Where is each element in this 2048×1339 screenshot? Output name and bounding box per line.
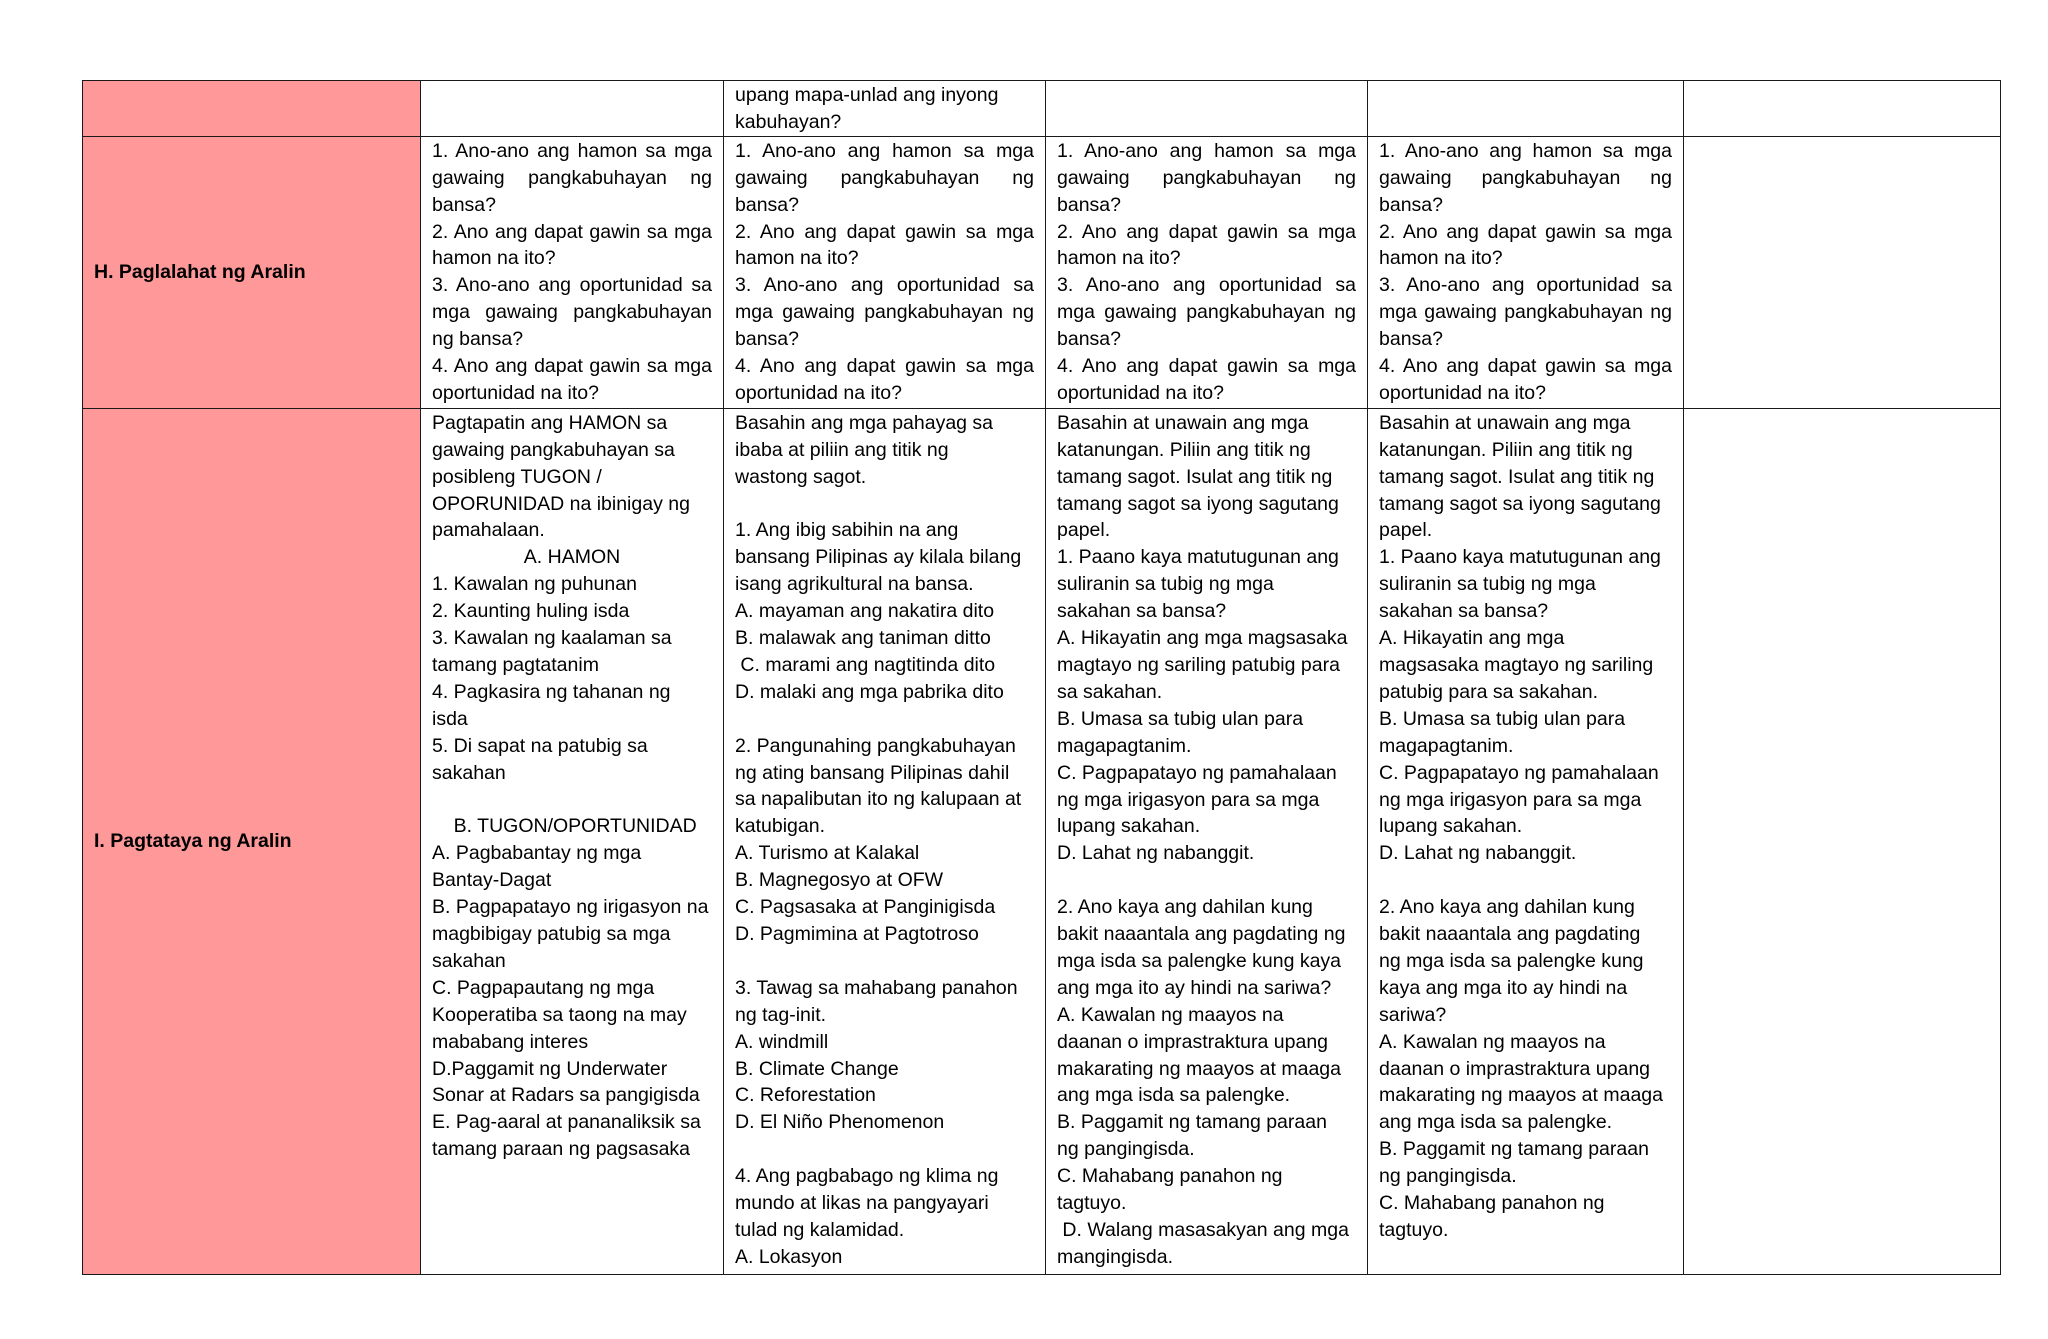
table-cell <box>1046 136 1368 408</box>
cell-text-line <box>735 1136 1034 1163</box>
cell-text-line: oportunidad na ito? <box>432 381 599 404</box>
table-cell <box>421 81 724 137</box>
cell-text-line: oportunidad na ito? <box>1057 381 1224 404</box>
cell-text-line: suliranin sa tubig ng mga <box>1057 573 1274 596</box>
cell-text-line: B. Magnegosyo at OFW <box>735 869 944 892</box>
cell-text-line: 2. Ano ang dapat gawin sa mga <box>735 220 1034 243</box>
cell-text-line: 1. Paano kaya matutugunan ang <box>1379 546 1661 569</box>
cell-text-line: E. Pag-aaral at pananaliksik sa <box>432 1111 701 1134</box>
cell-text-line: pamahalaan. <box>432 519 545 542</box>
cell-text-line: magsasaka magtayo ng sariling <box>1379 653 1654 676</box>
cell-text-line: 1. Kawalan ng puhunan <box>432 573 637 596</box>
cell-text-line: C. Reforestation <box>735 1084 876 1107</box>
cell-text-line: isda <box>432 707 468 730</box>
cell-text-line: ng tag-init. <box>735 1003 827 1026</box>
cell-text-line: gawaing pangkabuhayan ng <box>432 166 712 189</box>
cell-text-line: tamang sagot. Isulat ang titik ng <box>1379 465 1655 488</box>
cell-text-line: Pagtapatin ang HAMON sa <box>432 411 668 434</box>
cell-text-line: 1. Ano-ano ang hamon sa mga <box>735 139 1034 162</box>
cell-text-line <box>735 948 1034 975</box>
cell-text-line: B. TUGON/OPORTUNIDAD <box>432 815 697 838</box>
cell-text-line: D. Lahat ng nabanggit. <box>1379 842 1577 865</box>
cell-text-line: tagtuyo. <box>1379 1218 1449 1241</box>
cell-text-line: tulad ng kalamidad. <box>735 1218 905 1241</box>
cell-text-line: bansa? <box>1379 193 1443 216</box>
table-cell <box>1368 408 1684 1274</box>
cell-text-line: sakahan sa bansa? <box>1379 600 1549 623</box>
cell-text-line: B. Umasa sa tubig ulan para <box>1057 707 1304 730</box>
cell-text-line: hamon na ito? <box>1379 247 1503 270</box>
table-row-pagtataya <box>83 408 2001 1274</box>
cell-text-line: kabuhayan? <box>735 110 842 133</box>
cell-text-line: ng mga irigasyon para sa mga <box>1379 788 1642 811</box>
cell-text-line: 4. Pagkasira ng tahanan ng <box>432 680 671 703</box>
cell-text-line: ng ating bansang Pilipinas dahil <box>735 761 1010 784</box>
cell-text-line: katanungan. Piliin ang titik ng <box>1057 438 1311 461</box>
cell-text-line: A. Lokasyon <box>735 1245 843 1268</box>
cell-text-line: 2. Ano ang dapat gawin sa mga <box>1379 220 1672 243</box>
cell-text-line: mababang interes <box>432 1030 589 1053</box>
cell-text-line: bakit naaantala ang pagdating ng <box>1057 923 1346 946</box>
table-cell <box>421 136 724 408</box>
cell-text-line: A. Kawalan ng maayos na <box>1379 1030 1606 1053</box>
cell-text-line: 2. Ano kaya ang dahilan kung <box>1379 896 1635 919</box>
cell-text-line: gawaing pangkabuhayan ng <box>735 166 1034 189</box>
cell-text-line: hamon na ito? <box>432 247 556 270</box>
cell-text-line: sakahan <box>432 949 506 972</box>
table-cell <box>1046 81 1368 137</box>
cell-text-line: bansa? <box>735 328 799 351</box>
cell-text-line: B. Climate Change <box>735 1057 899 1080</box>
cell-text-line: B. Pagpapatayo ng irigasyon na <box>432 896 709 919</box>
cell-text-line: A. Hikayatin ang mga <box>1379 627 1565 650</box>
cell-text-line: daanan o imprastraktura upang <box>1379 1057 1651 1080</box>
cell-text-line: lupang sakahan. <box>1057 815 1201 838</box>
table-cell <box>1368 136 1684 408</box>
cell-text-line: mga gawaing pangkabuhayan ng <box>1379 301 1672 324</box>
table-cell <box>724 81 1046 137</box>
cell-text-line: magapagtanim. <box>1379 734 1514 757</box>
cell-text-line: lupang sakahan. <box>1379 815 1523 838</box>
cell-text-line <box>735 706 1034 733</box>
cell-text-line: 1. Ano-ano ang hamon sa mga <box>1057 139 1356 162</box>
cell-text-line: 2. Ano kaya ang dahilan kung <box>1057 896 1313 919</box>
table-cell <box>421 408 724 1274</box>
table-cell <box>724 408 1046 1274</box>
cell-text-line: bakit naaantala ang pagdating <box>1379 923 1641 946</box>
cell-text-line: D. Pagmimina at Pagtotroso <box>735 923 979 945</box>
cell-text-line: A. Pagbabantay ng mga <box>432 842 642 865</box>
cell-text-line: suliranin sa tubig ng mga <box>1379 573 1596 596</box>
cell-text-line: 3. Ano-ano ang oportunidad sa <box>1379 274 1672 297</box>
row-label-cell <box>83 81 421 137</box>
cell-text-line: isang agrikultural na bansa. <box>735 573 974 596</box>
row-label-cell <box>83 408 421 1274</box>
cell-text-line: D.Paggamit ng Underwater <box>432 1057 668 1080</box>
cell-text-line: sariwa? <box>1379 1003 1447 1026</box>
cell-text-line: bansang Pilipinas ay kilala bilang <box>735 546 1022 569</box>
cell-text-line: Basahin at unawain ang mga <box>1379 411 1631 434</box>
cell-text-line: patubig para sa sakahan. <box>1379 680 1598 703</box>
cell-text-line: 2. Ano ang dapat gawin sa mga <box>432 220 712 243</box>
cell-text-line: tagtuyo. <box>1057 1192 1127 1215</box>
table-cell <box>724 136 1046 408</box>
cell-text-line: upang mapa-unlad ang inyong <box>735 84 999 106</box>
table-cell <box>1684 81 2001 137</box>
row-label: I. Pagtataya ng Aralin <box>94 830 292 853</box>
cell-text-line: bansa? <box>1379 328 1443 351</box>
cell-text-line: 2. Pangunahing pangkabuhayan <box>735 734 1016 757</box>
cell-text-line: ang mga isda sa palengke. <box>1379 1111 1613 1134</box>
cell-text-line: ng mga irigasyon para sa mga <box>1057 788 1320 811</box>
cell-text-line: C. Pagsasaka at Panginigisda <box>735 896 996 919</box>
cell-text-line <box>735 491 1034 518</box>
cell-text-line: sa sakahan. <box>1057 680 1163 703</box>
cell-text-line: Bantay-Dagat <box>432 869 552 892</box>
cell-text-line: 1. Paano kaya matutugunan ang <box>1057 546 1339 569</box>
cell-text-line: tamang sagot. Isulat ang titik ng <box>1057 465 1333 488</box>
table-row-paglalahat <box>83 136 2001 408</box>
cell-text-line: ang mga isda sa palengke. <box>1057 1084 1291 1107</box>
cell-text-line: C. Pagpapautang ng mga <box>432 976 655 999</box>
lesson-plan-table <box>82 80 2001 1275</box>
cell-text-line: makarating ng maayos at maaga <box>1057 1057 1341 1080</box>
cell-text-line: C. Pagpapatayo ng pamahalaan <box>1379 761 1659 784</box>
cell-text-line: OPORUNIDAD na ibinigay ng <box>432 492 690 515</box>
cell-text-line: 4. Ano ang dapat gawin sa mga <box>432 355 712 378</box>
cell-text-line: sa napalibutan ito ng kalupaan at <box>735 788 1022 811</box>
cell-text-line: 4. Ano ang dapat gawin sa mga <box>735 355 1034 378</box>
cell-text-line: bansa? <box>735 193 799 216</box>
cell-text-line: mga gawaing pangkabuhayan ng <box>735 301 1034 324</box>
cell-text-line: A. windmill <box>735 1030 829 1053</box>
cell-text-line: sakahan sa bansa? <box>1057 600 1227 623</box>
cell-text-line: B. malawak ang taniman ditto <box>735 627 991 650</box>
cell-text-line: 3. Tawag sa mahabang panahon <box>735 976 1018 999</box>
cell-text-line: oportunidad na ito? <box>1379 381 1546 404</box>
cell-text-line: tamang sagot sa iyong sagutang <box>1057 492 1339 515</box>
row-label-cell <box>83 136 421 408</box>
cell-text-line: papel. <box>1057 519 1111 542</box>
row-label: H. Paglalahat ng Aralin <box>94 261 306 284</box>
cell-text-line: bansa? <box>1057 328 1121 351</box>
cell-text-line <box>1057 867 1356 894</box>
cell-text-line: bansa? <box>1057 193 1121 216</box>
cell-text-line: ng pangingisda. <box>1057 1138 1195 1161</box>
cell-text-line: B. Umasa sa tubig ulan para <box>1379 707 1626 730</box>
cell-text-line: Sonar at Radars sa pangigisda <box>432 1084 700 1107</box>
cell-text-line: posibleng TUGON / <box>432 465 602 488</box>
cell-text-line: D. malaki ang mga pabrika dito <box>735 680 1004 703</box>
cell-text-line: daanan o imprastraktura upang <box>1057 1030 1329 1053</box>
cell-text-line: gawaing pangkabuhayan ng <box>1379 166 1672 189</box>
table-row-continuation <box>83 81 2001 137</box>
cell-text-line: D. Lahat ng nabanggit. <box>1057 842 1255 865</box>
cell-text-line: ang mga ito ay hindi na sariwa? <box>1057 976 1332 999</box>
cell-text-line: A. Kawalan ng maayos na <box>1057 1003 1284 1026</box>
cell-text-line: ng pangingisda. <box>1379 1165 1517 1188</box>
cell-text-line: 3. Ano-ano ang oportunidad sa <box>735 274 1034 297</box>
cell-text-line: D. Walang masasakyan ang mga <box>1057 1218 1349 1241</box>
cell-text-line: D. El Niño Phenomenon <box>735 1111 945 1134</box>
cell-text-line: magapagtanim. <box>1057 734 1192 757</box>
cell-text-line: tamang paraan ng pagsasaka <box>432 1138 691 1161</box>
cell-text-line: 3. Ano-ano ang oportunidad sa <box>1057 274 1356 297</box>
cell-text-line: A. Hikayatin ang mga magsasaka <box>1057 627 1348 650</box>
cell-text-line: gawaing pangkabuhayan sa <box>432 438 675 461</box>
cell-text-line: A. mayaman ang nakatira dito <box>735 600 995 623</box>
cell-text-line: 4. Ang pagbabago ng klima ng <box>735 1165 999 1188</box>
cell-text-line: 2. Ano ang dapat gawin sa mga <box>1057 220 1356 243</box>
cell-text-line: tamang sagot sa iyong sagutang <box>1379 492 1661 515</box>
cell-text-line: ibaba at piliin ang titik ng <box>735 438 949 461</box>
cell-text-line: katanungan. Piliin ang titik ng <box>1379 438 1633 461</box>
cell-text-line: tamang pagtatanim <box>432 653 599 676</box>
cell-text-line: 4. Ano ang dapat gawin sa mga <box>1379 355 1672 378</box>
cell-text-line: 1. Ano-ano ang hamon sa mga <box>1379 139 1672 162</box>
cell-text-line: Basahin ang mga pahayag sa <box>735 411 994 434</box>
cell-text-line: A. Turismo at Kalakal <box>735 842 920 865</box>
cell-text-line: mga gawaing pangkabuhayan ng <box>1057 301 1356 324</box>
cell-text-line: mga isda sa palengke kung kaya <box>1057 949 1342 972</box>
cell-text-line: ng bansa? <box>432 328 524 351</box>
cell-text-line: makarating ng maayos at maaga <box>1379 1084 1663 1107</box>
cell-text-line: mga gawaing pangkabuhayan <box>432 301 712 324</box>
cell-text-line: 1. Ano-ano ang hamon sa mga <box>432 139 712 162</box>
cell-text-line: hamon na ito? <box>1057 247 1181 270</box>
cell-text-line: bansa? <box>432 193 496 216</box>
cell-text-line: C. Pagpapatayo ng pamahalaan <box>1057 761 1337 784</box>
cell-text-line: kaya ang mga ito ay hindi na <box>1379 976 1628 999</box>
cell-text-line: 3. Kawalan ng kaalaman sa <box>432 627 672 650</box>
table-cell <box>1368 81 1684 137</box>
cell-text-line: C. marami ang nagtitinda dito <box>735 653 996 676</box>
cell-text-line: 3. Ano-ano ang oportunidad sa <box>432 274 712 297</box>
cell-text-line: mundo at likas na pangyayari <box>735 1192 989 1215</box>
cell-text-line: gawaing pangkabuhayan ng <box>1057 166 1356 189</box>
cell-text-line: katubigan. <box>735 815 825 838</box>
cell-text-line: C. Mahabang panahon ng <box>1379 1192 1605 1215</box>
cell-text-line: Kooperatiba sa taong na may <box>432 1003 687 1026</box>
cell-text-line: 2. Kaunting huling isda <box>432 600 630 623</box>
cell-text-line: mangingisda. <box>1057 1245 1173 1268</box>
cell-text-line: sakahan <box>432 761 506 784</box>
cell-text-line: oportunidad na ito? <box>735 381 902 404</box>
cell-text-line: A. HAMON <box>523 546 621 569</box>
cell-text-line: magtayo ng sariling patubig para <box>1057 653 1340 676</box>
cell-text-line: B. Paggamit ng tamang paraan <box>1057 1111 1327 1134</box>
cell-text-line: 1. Ang ibig sabihin na ang <box>735 519 959 542</box>
cell-text-line: hamon na ito? <box>735 247 859 270</box>
table-cell <box>1684 408 2001 1274</box>
cell-text-line: magbibigay patubig sa mga <box>432 923 671 946</box>
cell-text-line: ng mga isda sa palengke kung <box>1379 949 1644 972</box>
cell-text-line: papel. <box>1379 519 1433 542</box>
cell-text-line: Basahin at unawain ang mga <box>1057 411 1309 434</box>
cell-text-line: B. Paggamit ng tamang paraan <box>1379 1138 1649 1161</box>
cell-text-line <box>1379 867 1672 894</box>
table-cell <box>1684 136 2001 408</box>
cell-text-line: wastong sagot. <box>735 465 867 488</box>
cell-text-line: 5. Di sapat na patubig sa <box>432 734 648 757</box>
cell-text-line <box>432 787 712 814</box>
cell-text-line: 4. Ano ang dapat gawin sa mga <box>1057 355 1356 378</box>
cell-text-line: C. Mahabang panahon ng <box>1057 1165 1283 1188</box>
table-cell <box>1046 408 1368 1274</box>
